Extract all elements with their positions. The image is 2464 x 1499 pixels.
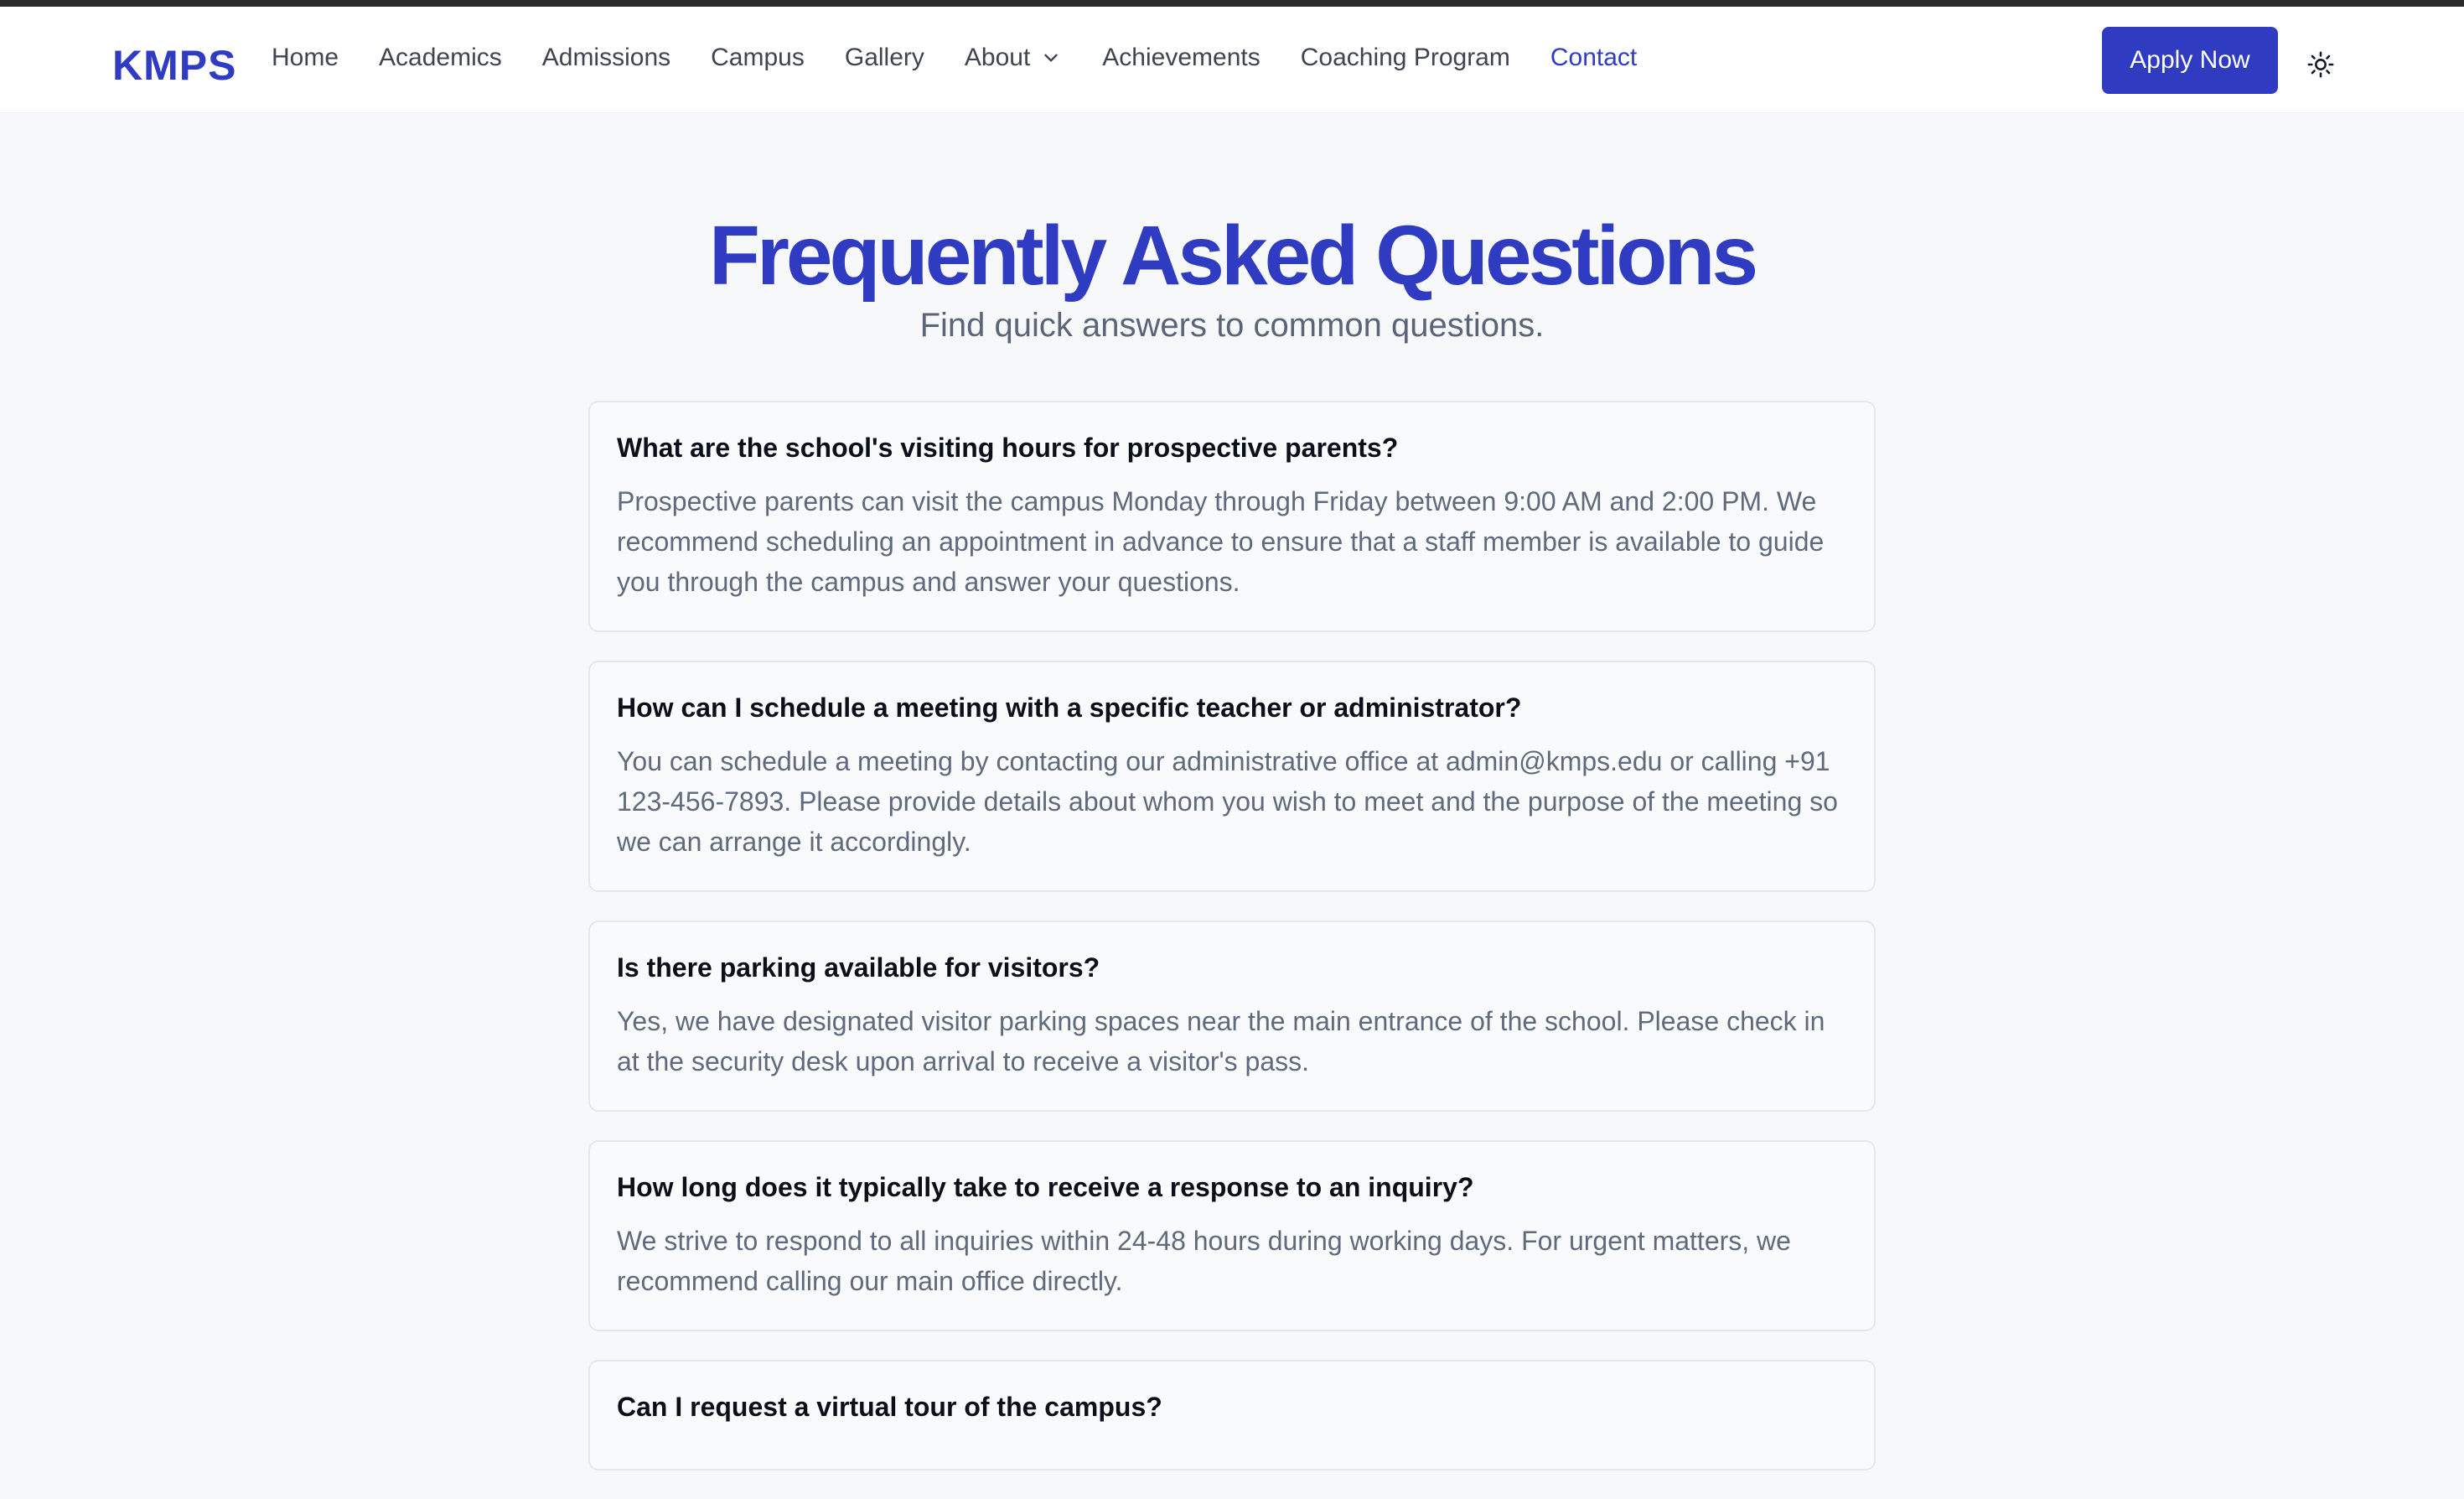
faq-answer: Prospective parents can visit the campus Monday through Friday between 9:00 AM and 2:00 PM. We recommend scheduling an appointment in advance to ensure that a staff member is available to guide you through the campus and answer your questions. <box>617 486 1825 597</box>
window-top-strip <box>0 0 2464 7</box>
nav-achievements[interactable]: Achievements <box>1102 44 1260 71</box>
main-nav <box>272 37 1677 79</box>
chevron-down-icon <box>1040 47 1062 69</box>
theme-toggle-button[interactable] <box>2306 50 2335 79</box>
nav-admissions[interactable]: Admissions <box>541 44 671 71</box>
nav-gallery[interactable]: Gallery <box>844 44 924 71</box>
navbar <box>0 7 2464 113</box>
faq-item[interactable] <box>588 401 1876 632</box>
sun-icon <box>2306 50 2335 79</box>
nav-home[interactable]: Home <box>272 44 339 71</box>
nav-coaching-program[interactable]: Coaching Program <box>1300 44 1510 71</box>
faq-item[interactable] <box>588 661 1876 892</box>
faq-question[interactable]: What are the school's visiting hours for prospective parents? <box>617 433 1399 463</box>
faq-question[interactable]: How can I schedule a meeting with a specific teacher or administrator? <box>617 692 1522 723</box>
faq-question[interactable]: Can I request a virtual tour of the campus? <box>617 1392 1162 1422</box>
nav-about-dropdown[interactable] <box>965 37 1062 79</box>
faq-answer: Yes, we have designated visitor parking spaces near the main entrance of the school. Please check in at the security desk upon arrival to receive a visitor's pass. <box>617 1006 1825 1076</box>
faq-item[interactable] <box>588 921 1876 1112</box>
nav-contact[interactable]: Contact <box>1550 44 1638 71</box>
page-subtitle: Find quick answers to common questions. <box>919 307 1545 344</box>
faq-answer: We strive to respond to all inquiries within 24-48 hours during working days. For urgent matters, we recommend calling our main office directly. <box>617 1226 1791 1296</box>
faq-answer: You can schedule a meeting by contacting our administrative office at admin@kmps.edu or calling +91 123-456-7893. Please provide details about whom you wish to meet and the purpose of the meeting so we can arrange it accordingly. <box>617 746 1838 857</box>
nav-academics[interactable]: Academics <box>379 44 502 71</box>
faq-item[interactable] <box>588 1140 1876 1331</box>
apply-now-button[interactable]: Apply Now <box>2102 27 2278 94</box>
faq-question[interactable]: Is there parking available for visitors? <box>617 952 1100 983</box>
site-logo[interactable]: KMPS <box>112 42 237 89</box>
nav-about-label: About <box>964 44 1031 71</box>
faq-question[interactable]: How long does it typically take to receive a response to an inquiry? <box>617 1172 1474 1202</box>
nav-campus[interactable]: Campus <box>711 44 805 71</box>
faq-item[interactable] <box>588 1360 1876 1470</box>
page-title: Frequently Asked Questions <box>708 209 1756 303</box>
faq-list <box>588 401 1876 1499</box>
